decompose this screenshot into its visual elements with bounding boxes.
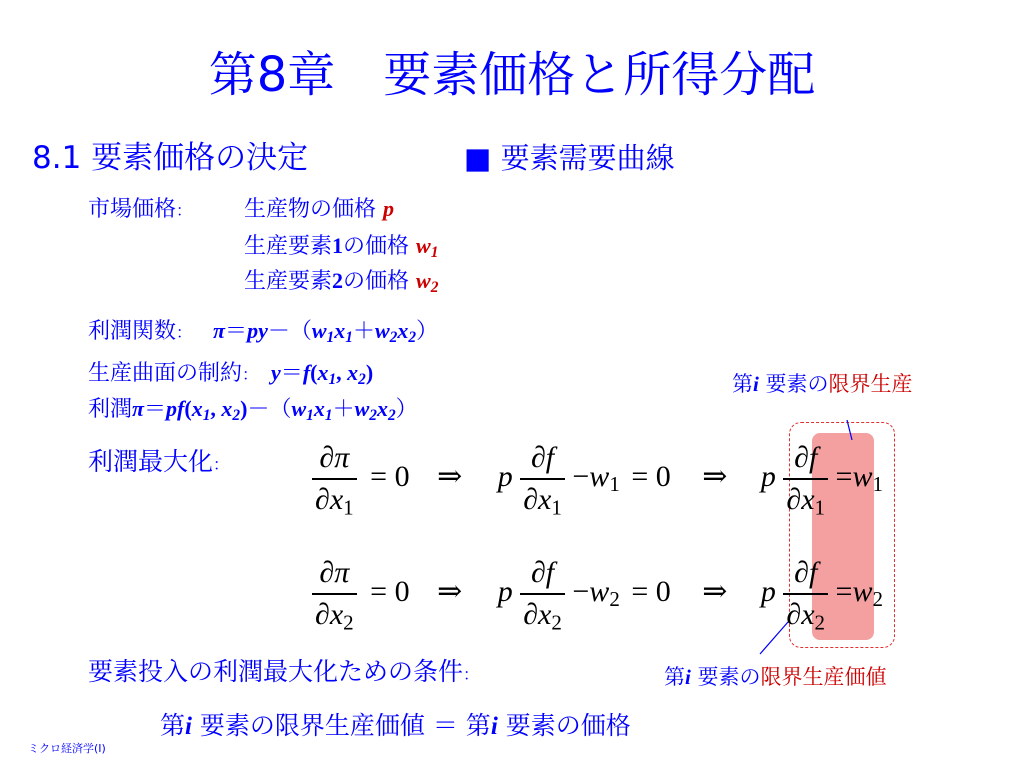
fraction-df-dx2: $\frac{\partial f}{\partial x_2}$	[520, 553, 565, 635]
slide-title: 第8章 要素価格と所得分配	[208, 47, 816, 103]
maximization-label: 利潤最大化：	[88, 447, 230, 476]
leader-line-top	[847, 420, 852, 440]
fraction-dpi-dx2: $\frac{\partial\pi}{\partial x_2}$	[312, 553, 357, 635]
market-price-product: 生産物の価格 p	[244, 196, 394, 222]
conclusion: 第i 要素の限界生産価値 ＝ 第i 要素の価格	[160, 711, 631, 740]
equation-row-2: $\frac{\partial\pi}{\partial x_2}$ = 0 ⇒ p $\frac{\partial f}{\partial x_2}$ $-w_2 = 0$ ⇒ p $\frac{\partial f}{\partial x_2}$ $=w_2$	[312, 553, 883, 635]
fraction-df-dx2-highlight: $\frac{\partial f}{\partial x_2}$	[783, 553, 828, 635]
fraction-df-dx1-highlight: $\frac{\partial f}{\partial x_1}$	[783, 438, 828, 520]
profit-function: 利潤関数： $\pi=py-(w_1x_1+w_2x_2)$	[88, 318, 439, 346]
profit-substituted: 利潤$\pi=pf(x_1$, $x_2)-(w_1x_1+w_2x_2)$	[88, 396, 418, 424]
annotation-marginal-product-value: 第i 要素の限界生産価値	[664, 665, 887, 689]
footer-course-name: ミクロ経済学(Ⅰ)	[28, 742, 106, 755]
equation-row-1: $\frac{\partial\pi}{\partial x_1}$ = 0 ⇒ p $\frac{\partial f}{\partial x_1}$ $-w_1 = 0$ ⇒ p $\frac{\partial f}{\partial x_1}$ $=w_1$	[312, 438, 883, 520]
fraction-df-dx1: $\frac{\partial f}{\partial x_1}$	[520, 438, 565, 520]
production-constraint: 生産曲面の制約： $y=f(x_1$, $x_2$)	[88, 360, 374, 388]
market-prices-label: 市場価格：	[88, 197, 193, 222]
fraction-dpi-dx1: $\frac{\partial\pi}{\partial x_1}$	[312, 438, 357, 520]
market-price-factor1: 生産要素1の価格 $w_1$	[244, 233, 439, 261]
section-title: 8.1 要素価格の決定	[32, 140, 309, 176]
condition-label: 要素投入の利潤最大化ための条件：	[88, 657, 480, 686]
annotation-marginal-product: 第i 要素の限界生産	[732, 372, 913, 396]
subsection-title: ■ 要素需要曲線	[464, 141, 675, 175]
market-price-factor2: 生産要素2の価格 $w_2$	[244, 268, 439, 296]
